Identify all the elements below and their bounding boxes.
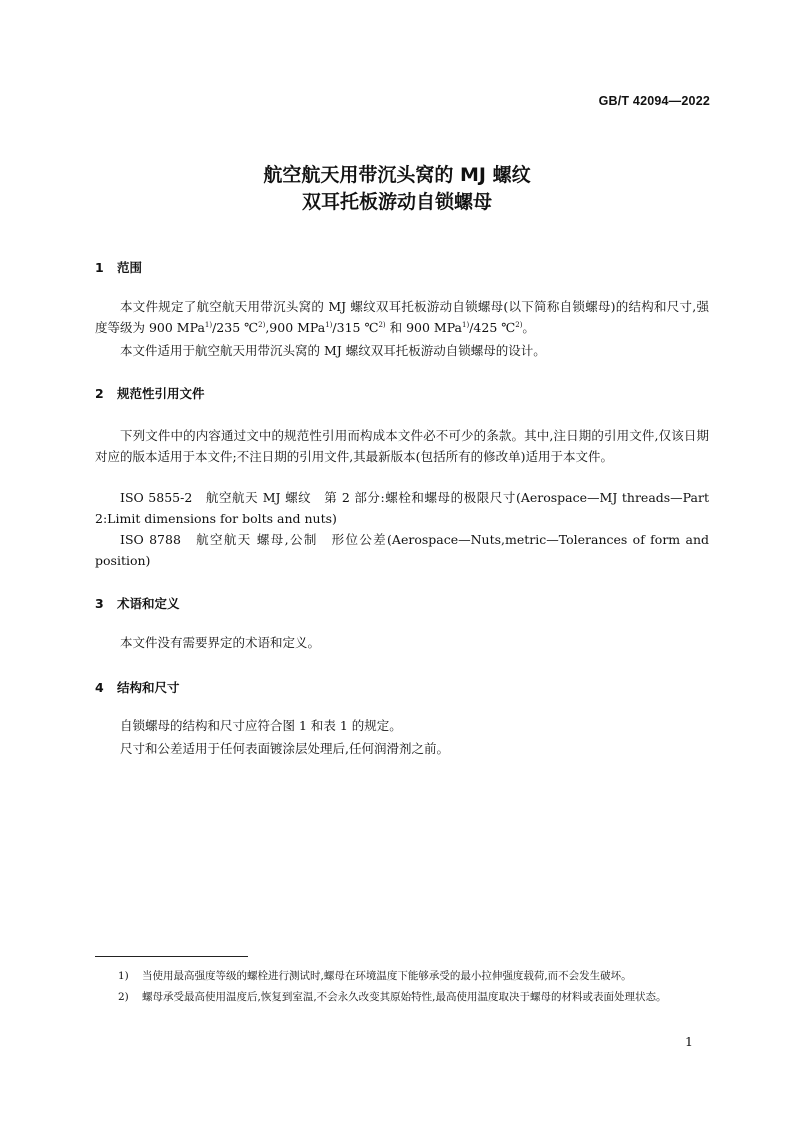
section-heading-scope bbox=[95, 258, 142, 276]
section-number: 2 bbox=[95, 386, 104, 401]
footnote-text: 螺母承受最高使用温度后,恢复到室温,不会永久改变其原始特性,最高使用温度取决于螺母的材料或表面处理状态。 bbox=[142, 991, 667, 1003]
footnote-separator bbox=[95, 956, 248, 957]
page-number: 1 bbox=[685, 1034, 693, 1049]
footnote-1 bbox=[118, 967, 710, 985]
footnote-text: 当使用最高强度等级的螺栓进行测试时,螺母在环境温度下能够承受的最小拉伸强度载荷,而不会发生破坏。 bbox=[142, 970, 632, 982]
section-title: 结构和尺寸 bbox=[117, 680, 180, 695]
section-number: 4 bbox=[95, 680, 104, 695]
reference-iso-8788: ISO 8788 航空航天 螺母,公制 形位公差(Aerospace—Nuts,metric—Tolerances of form and position) bbox=[95, 532, 709, 568]
reference-iso-5855-2: ISO 5855-2 航空航天 MJ 螺纹 第 2 部分:螺栓和螺母的极限尺寸(Aerospace—MJ threads—Part 2:Limit dimensions for bolts and nuts) bbox=[95, 490, 709, 526]
section-heading-structure-dimensions bbox=[95, 678, 180, 696]
section-number: 1 bbox=[95, 260, 104, 275]
document-title-line2: 双耳托板游动自锁螺母 bbox=[301, 191, 492, 213]
section-heading-normative-references bbox=[95, 384, 205, 402]
scope-paragraph-1: 本文件规定了航空航天用带沉头窝的 MJ 螺纹双耳托板游动自锁螺母(以下简称自锁螺母)的结构和尺寸,强度等级为 900 MPa$^{1)}$/235 ℃$^{2)}$,900 MPa$^{1)}$/315 ℃$^{2)}$ 和 900 MPa$^{1)}$/425 ℃$^{2)}$。 bbox=[95, 299, 709, 335]
document-title-line1: 航空航天用带沉头窝的 MJ 螺纹 bbox=[263, 164, 531, 186]
footnote-mark: 2) bbox=[118, 991, 129, 1003]
document-code: GB/T 42094—2022 bbox=[598, 94, 710, 108]
section-title: 术语和定义 bbox=[117, 596, 180, 611]
structure-line-2: 尺寸和公差适用于任何表面镀涂层处理后,任何润滑剂之前。 bbox=[120, 741, 449, 756]
section-title: 规范性引用文件 bbox=[117, 386, 205, 401]
section-title: 范围 bbox=[117, 260, 143, 275]
terms-paragraph: 本文件没有需要界定的术语和定义。 bbox=[120, 635, 321, 650]
section-heading-terms bbox=[95, 594, 180, 612]
scope-paragraph-2: 本文件适用于航空航天用带沉头窝的 MJ 螺纹双耳托板游动自锁螺母的设计。 bbox=[120, 343, 546, 358]
references-intro-paragraph: 下列文件中的内容通过文中的规范性引用而构成本文件必不可少的条款。其中,注日期的引用文件,仅该日期对应的版本适用于本文件;不注日期的引用文件,其最新版本(包括所有的修改单)适用于本文件。 bbox=[95, 428, 709, 464]
structure-line-1: 自锁螺母的结构和尺寸应符合图 1 和表 1 的规定。 bbox=[120, 718, 402, 733]
section-number: 3 bbox=[95, 596, 104, 611]
footnote-mark: 1) bbox=[118, 970, 129, 982]
footnote-2 bbox=[118, 988, 710, 1006]
